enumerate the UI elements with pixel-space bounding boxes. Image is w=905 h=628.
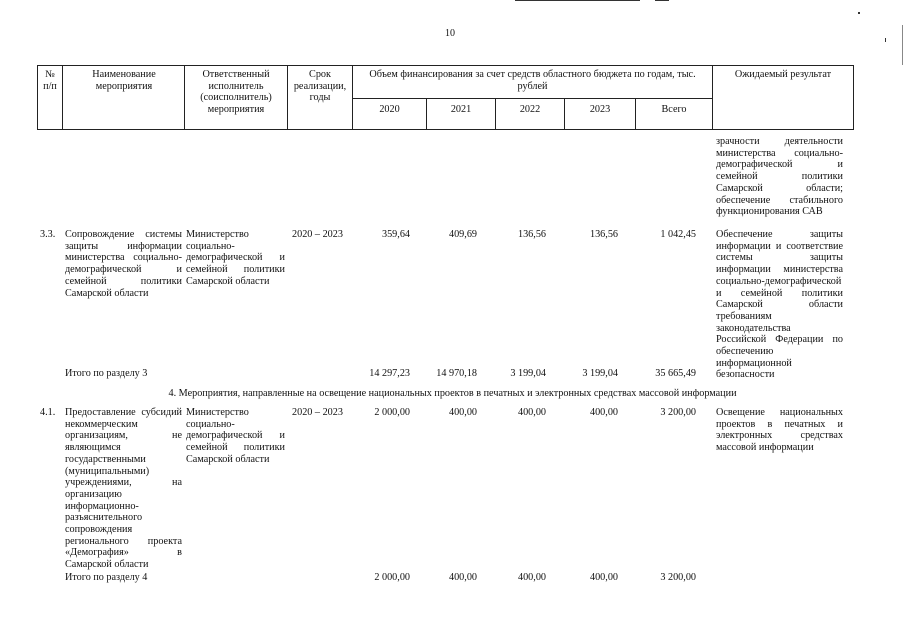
total-2022: 3 199,04: [510, 368, 546, 379]
total-label: Итого по разделу 4: [65, 572, 148, 583]
scan-mark: [515, 0, 640, 1]
header-year-2021: 2021: [450, 104, 472, 115]
header-name: Наименование мероприятия: [92, 69, 156, 92]
row-executor: Министерство социально-демографической и семейной политики Самарской области: [186, 407, 285, 465]
value-total: 3 200,00: [660, 407, 696, 418]
scan-mark: [858, 12, 860, 14]
total-2023: 3 199,04: [582, 368, 618, 379]
header-year-2022: 2022: [519, 104, 541, 115]
total-2021: 400,00: [448, 572, 477, 583]
value-2022: 400,00: [517, 407, 546, 418]
header-year-2023: 2023: [589, 104, 611, 115]
row-executor: Министерство социально-демографической и семейной политики Самарской области: [186, 229, 285, 287]
row-name: Предоставление субсидий некоммерческим организациям, не являющимся государственными (муниципальными) учреждениями, на организацию информационно-разъяснительного сопровождения регионального проекта «Демография» в Самарской области: [65, 407, 182, 571]
carry-over-result: зрачности деятельности министерства социально-демографической и семейной политики Самарской области; обеспечение стабильного функционирования САВ: [716, 136, 843, 218]
value-2020: 359,64: [381, 229, 410, 240]
value-2020: 2 000,00: [374, 407, 410, 418]
total-label: Итого по разделу 3: [65, 368, 148, 379]
scan-mark: [902, 25, 903, 65]
section-title: 4. Мероприятия, направленные на освещение национальных проектов в печатных и электронных средствах массовой информации: [168, 388, 737, 399]
total-sum: 35 665,49: [655, 368, 696, 379]
row-name: Сопровождение системы защиты информации министерства социально-демографической и семейной политики Самарской области: [65, 229, 182, 299]
total-sum: 3 200,00: [660, 572, 696, 583]
row-number: 3.3.: [40, 229, 56, 240]
total-2020: 14 297,23: [369, 368, 410, 379]
row-term: 2020 – 2023: [292, 407, 343, 418]
row-result: Освещение национальных проектов в печатных и электронных средствах массовой информации: [716, 407, 843, 454]
header-term: Срок реализации, годы: [293, 69, 347, 104]
value-2021: 409,69: [448, 229, 477, 240]
header-executor: Ответственный исполнитель (соисполнитель) мероприятия: [200, 69, 272, 115]
value-2022: 136,56: [517, 229, 546, 240]
total-2020: 2 000,00: [374, 572, 410, 583]
value-2021: 400,00: [448, 407, 477, 418]
scan-mark: [655, 0, 669, 1]
header-financing: Объем финансирования за счет средств областного бюджета по годам, тыс. рублей: [369, 69, 696, 92]
header-num: № п/п: [43, 69, 57, 92]
total-2021: 14 970,18: [436, 368, 477, 379]
row-number: 4.1.: [40, 407, 56, 418]
row-result: Обеспечение защиты информации и соответствие системы защиты информации министерства социально-демографической и семейной политики Самарской области требованиям законодательства Российской Федерации по обеспечению информационной безопасности: [716, 229, 843, 381]
total-2022: 400,00: [517, 572, 546, 583]
row-term: 2020 – 2023: [292, 229, 343, 240]
scan-mark: [885, 38, 886, 42]
value-2023: 136,56: [589, 229, 618, 240]
total-2023: 400,00: [589, 572, 618, 583]
value-2023: 400,00: [589, 407, 618, 418]
header-total: Всего: [661, 104, 687, 115]
page-number: 10: [445, 28, 455, 39]
value-total: 1 042,45: [660, 229, 696, 240]
header-result: Ожидаемый результат: [734, 69, 832, 80]
header-year-2020: 2020: [379, 104, 400, 115]
